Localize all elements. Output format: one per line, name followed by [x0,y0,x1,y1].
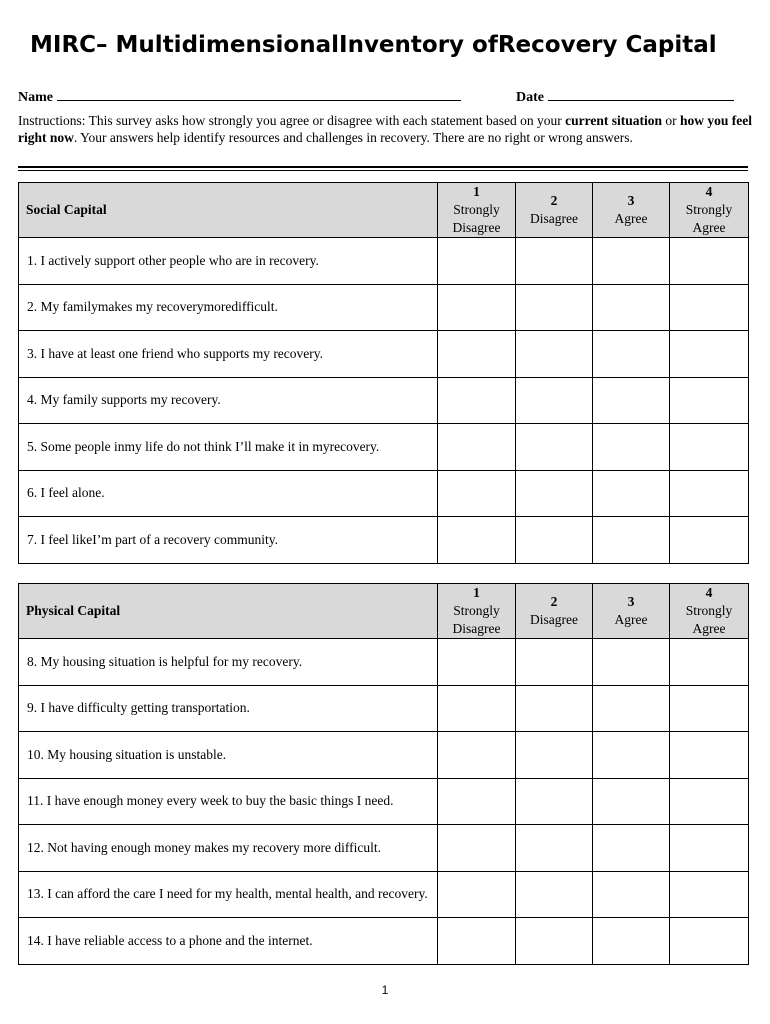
scale-header-2 [516,584,593,639]
divider-rule-thin [18,170,748,171]
response-cell-3[interactable] [593,778,670,825]
response-cell-2[interactable] [516,424,593,471]
scale-label-line1: Agree [614,211,648,226]
response-cell-2[interactable] [516,284,593,331]
name-field[interactable] [18,86,461,106]
statement-text: 8. My housing situation is helpful for my recovery. [19,639,438,686]
response-cell-3[interactable] [593,639,670,686]
response-cell-3[interactable] [593,517,670,564]
response-cell-2[interactable] [516,331,593,378]
scale-label-line1: Strongly [685,603,733,618]
response-cell-1[interactable] [438,377,516,424]
statement-text: 4. My family supports my recovery. [19,377,438,424]
name-date-row [18,86,748,106]
scale-number: 3 [627,594,635,609]
table-row [19,732,749,779]
statement-text: 1. I actively support other people who are in recovery. [19,238,438,285]
instructions-text-3: . Your answers help identify resources and challenges in recovery. There are no right or wrong answers. [73,130,633,145]
table-row [19,639,749,686]
statement-text: 12. Not having enough money makes my recovery more difficult. [19,825,438,872]
scale-number: 3 [627,193,635,208]
table-row [19,377,749,424]
scale-header-4 [670,584,749,639]
response-cell-1[interactable] [438,331,516,378]
statement-text: 11. I have enough money every week to buy the basic things I need. [19,778,438,825]
table-row [19,238,749,285]
response-cell-2[interactable] [516,918,593,965]
response-cell-4[interactable] [670,517,749,564]
response-cell-2[interactable] [516,470,593,517]
physical-capital-table [18,583,749,965]
section-heading: Physical Capital [19,584,438,639]
response-cell-1[interactable] [438,639,516,686]
table-row [19,284,749,331]
scale-label-line2: Disagree [452,621,501,636]
scale-header-1 [438,584,516,639]
response-cell-4[interactable] [670,685,749,732]
scale-label-line2: Agree [692,220,726,235]
table-row [19,871,749,918]
table-row [19,685,749,732]
scale-number: 4 [705,184,713,199]
table-row [19,778,749,825]
statement-text: 9. I have difficulty getting transportation. [19,685,438,732]
response-cell-4[interactable] [670,825,749,872]
table-row [19,470,749,517]
scale-header-3 [593,183,670,238]
name-label: Name [18,90,53,105]
response-cell-1[interactable] [438,284,516,331]
scale-label-line1: Disagree [530,612,578,627]
date-blank-line[interactable] [548,86,734,101]
response-cell-4[interactable] [670,284,749,331]
response-cell-4[interactable] [670,918,749,965]
scale-label-line1: Agree [614,612,648,627]
scale-header-2 [516,183,593,238]
table-row [19,825,749,872]
scale-label-line2: Disagree [452,220,501,235]
date-field[interactable] [516,86,734,106]
scale-header-3 [593,584,670,639]
response-cell-2[interactable] [516,871,593,918]
response-cell-2[interactable] [516,732,593,779]
scale-number: 2 [550,193,558,208]
response-cell-1[interactable] [438,825,516,872]
statement-text: 6. I feel alone. [19,470,438,517]
scale-label-line1: Disagree [530,211,578,226]
instructions-text-2: or [662,113,681,128]
response-cell-2[interactable] [516,639,593,686]
page-number: 1 [381,983,389,997]
instructions-bold-1: current situation [565,113,663,128]
response-cell-1[interactable] [438,732,516,779]
table-header-row [19,183,749,238]
table-row [19,424,749,471]
instructions-text-1: Instructions: This survey asks how strongly you agree or disagree with each statement based on your [18,113,566,128]
response-cell-3[interactable] [593,284,670,331]
response-cell-1[interactable] [438,871,516,918]
response-cell-3[interactable] [593,918,670,965]
page-title: MIRC– MultidimensionalInventory ofRecovery Capital [30,32,717,58]
response-cell-4[interactable] [670,778,749,825]
response-cell-1[interactable] [438,517,516,564]
scale-number: 2 [550,594,558,609]
response-cell-3[interactable] [593,685,670,732]
statement-text: 13. I can afford the care I need for my health, mental health, and recovery. [19,871,438,918]
response-cell-4[interactable] [670,639,749,686]
response-cell-4[interactable] [670,377,749,424]
table-header-row [19,584,749,639]
response-cell-4[interactable] [670,732,749,779]
response-cell-1[interactable] [438,424,516,471]
date-label: Date [516,90,544,105]
scale-number: 1 [473,184,480,199]
statement-text: 14. I have reliable access to a phone and the internet. [19,918,438,965]
scale-label-line1: Strongly [453,603,500,618]
response-cell-3[interactable] [593,732,670,779]
divider-rule [18,166,748,168]
response-cell-2[interactable] [516,685,593,732]
response-cell-3[interactable] [593,238,670,285]
response-cell-3[interactable] [593,331,670,378]
response-cell-1[interactable] [438,470,516,517]
statement-text: 3. I have at least one friend who supports my recovery. [19,331,438,378]
instructions [18,112,753,146]
response-cell-3[interactable] [593,871,670,918]
table-row [19,331,749,378]
section-heading: Social Capital [19,183,438,238]
scale-header-1 [438,183,516,238]
statement-text: 5. Some people inmy life do not think I’ll make it in myrecovery. [19,424,438,471]
response-cell-3[interactable] [593,377,670,424]
response-cell-3[interactable] [593,424,670,471]
response-cell-3[interactable] [593,825,670,872]
scale-label-line1: Strongly [453,202,500,217]
name-blank-line[interactable] [57,86,461,101]
response-cell-1[interactable] [438,238,516,285]
response-cell-2[interactable] [516,517,593,564]
statement-text: 7. I feel likeI’m part of a recovery community. [19,517,438,564]
table-row [19,517,749,564]
table-row [19,918,749,965]
scale-number: 1 [473,585,480,600]
statement-text: 10. My housing situation is unstable. [19,732,438,779]
response-cell-2[interactable] [516,238,593,285]
response-cell-1[interactable] [438,685,516,732]
statement-text: 2. My familymakes my recoverymoredifficult. [19,284,438,331]
social-capital-table [18,182,749,564]
response-cell-4[interactable] [670,424,749,471]
response-cell-1[interactable] [438,918,516,965]
scale-label-line1: Strongly [685,202,733,217]
response-cell-4[interactable] [670,871,749,918]
response-cell-4[interactable] [670,331,749,378]
response-cell-2[interactable] [516,377,593,424]
scale-number: 4 [705,585,713,600]
response-cell-2[interactable] [516,778,593,825]
instructions-bold-2: how you feel right now [18,113,753,145]
scale-label-line2: Agree [692,621,726,636]
response-cell-3[interactable] [593,470,670,517]
response-cell-4[interactable] [670,238,749,285]
response-cell-1[interactable] [438,778,516,825]
scale-header-4 [670,183,749,238]
response-cell-4[interactable] [670,470,749,517]
response-cell-2[interactable] [516,825,593,872]
